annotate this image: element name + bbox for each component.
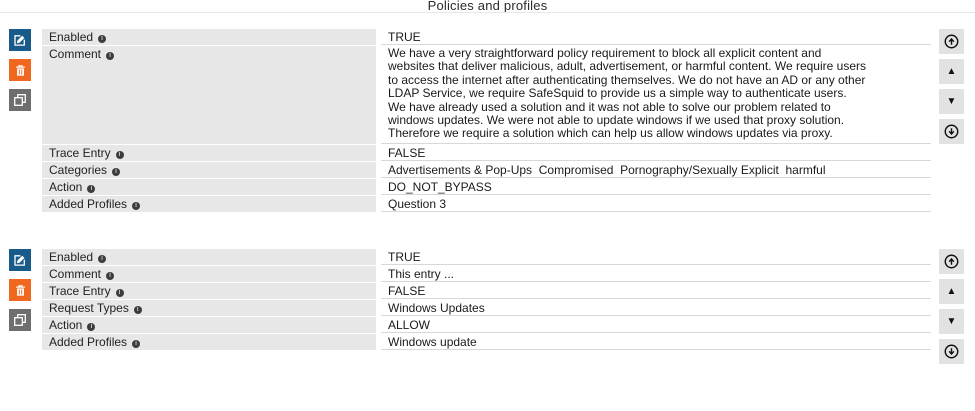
circle-arrow-down-icon bbox=[943, 123, 960, 140]
trash-icon bbox=[14, 64, 27, 77]
info-icon[interactable]: i bbox=[87, 185, 95, 193]
field-label: Added Profiles i bbox=[42, 334, 376, 350]
field-value: FALSE bbox=[381, 283, 931, 299]
edit-button[interactable] bbox=[9, 249, 31, 271]
info-icon[interactable]: i bbox=[132, 202, 140, 210]
field-label: Enabled i bbox=[42, 29, 376, 45]
move-to-top-button[interactable] bbox=[939, 29, 964, 54]
field-label: Comment i bbox=[42, 46, 376, 144]
info-icon[interactable]: i bbox=[116, 151, 124, 159]
field-row-categories bbox=[42, 162, 931, 178]
field-label: Action i bbox=[42, 179, 376, 195]
field-value: FALSE bbox=[381, 145, 931, 161]
field-label: Request Types i bbox=[42, 300, 376, 316]
copy-button[interactable] bbox=[9, 309, 31, 331]
entry-actions bbox=[9, 249, 31, 331]
field-row-trace-entry bbox=[42, 145, 931, 161]
entry-reorder-controls bbox=[939, 249, 964, 364]
field-value: TRUE bbox=[381, 249, 931, 265]
info-icon[interactable]: i bbox=[98, 255, 106, 263]
triangle-down-icon: ▼ bbox=[946, 95, 957, 107]
copy-icon bbox=[13, 93, 27, 107]
move-up-button[interactable] bbox=[939, 59, 964, 84]
move-to-bottom-button[interactable] bbox=[939, 119, 964, 144]
field-row-added-profiles bbox=[42, 334, 931, 350]
copy-button[interactable] bbox=[9, 89, 31, 111]
field-value: TRUE bbox=[381, 29, 931, 45]
field-value: Question 3 bbox=[381, 196, 931, 212]
info-icon[interactable]: i bbox=[132, 340, 140, 348]
info-icon[interactable]: i bbox=[106, 52, 114, 60]
triangle-up-icon: ▲ bbox=[946, 65, 957, 77]
move-up-button[interactable] bbox=[939, 279, 964, 304]
entry-fields bbox=[42, 249, 931, 351]
field-row-action bbox=[42, 179, 931, 195]
page-header bbox=[0, 0, 975, 13]
info-icon[interactable]: i bbox=[106, 272, 114, 280]
field-row-action bbox=[42, 317, 931, 333]
entry-reorder-controls bbox=[939, 29, 964, 144]
move-down-button[interactable] bbox=[939, 309, 964, 334]
field-row-comment bbox=[42, 266, 931, 282]
info-icon[interactable]: i bbox=[87, 323, 95, 331]
move-to-bottom-button[interactable] bbox=[939, 339, 964, 364]
field-value: DO_NOT_BYPASS bbox=[381, 179, 931, 195]
circle-arrow-down-icon bbox=[943, 343, 960, 360]
field-label: Action i bbox=[42, 317, 376, 333]
copy-icon bbox=[13, 313, 27, 327]
move-to-top-button[interactable] bbox=[939, 249, 964, 274]
field-row-enabled bbox=[42, 29, 931, 45]
field-row-comment bbox=[42, 46, 931, 144]
field-value: We have a very straightforward policy requirement to block all explicit content and websites that deliver malicious, adult, advertisement, or harmful content. We require users to access the internet after authenticating themselves. We do not have an AD or any other LDAP Service, we require SafeSquid to provide us a simple way to authenticate users. We have already used a solution and it was not able to solve our problem related to windows updates. We were not able to update windows if we used that proxy solution. Therefore we require a solution which can help us allow windows updates via proxy. bbox=[381, 46, 931, 144]
trash-icon bbox=[14, 284, 27, 297]
field-row-trace-entry bbox=[42, 283, 931, 299]
circle-arrow-up-icon bbox=[943, 33, 960, 50]
pencil-square-icon bbox=[13, 33, 27, 47]
field-row-request-types bbox=[42, 300, 931, 316]
field-value: Advertisements & Pop-Ups Compromised Pornography/Sexually Explicit harmful bbox=[381, 162, 931, 178]
entry-actions bbox=[9, 29, 31, 111]
info-icon[interactable]: i bbox=[134, 306, 142, 314]
info-icon[interactable]: i bbox=[98, 35, 106, 43]
field-value: This entry ... bbox=[381, 266, 931, 282]
triangle-up-icon: ▲ bbox=[946, 285, 957, 297]
field-value: ALLOW bbox=[381, 317, 931, 333]
move-down-button[interactable] bbox=[939, 89, 964, 114]
field-value: Windows Updates bbox=[381, 300, 931, 316]
page-title: Policies and profiles bbox=[427, 0, 548, 13]
field-label: Enabled i bbox=[42, 249, 376, 265]
circle-arrow-up-icon bbox=[943, 253, 960, 270]
field-label: Categories i bbox=[42, 162, 376, 178]
info-icon[interactable]: i bbox=[112, 168, 120, 176]
delete-button[interactable] bbox=[9, 279, 31, 301]
info-icon[interactable]: i bbox=[116, 289, 124, 297]
pencil-square-icon bbox=[13, 253, 27, 267]
edit-button[interactable] bbox=[9, 29, 31, 51]
field-label: Comment i bbox=[42, 266, 376, 282]
field-label: Added Profiles i bbox=[42, 196, 376, 212]
entry-fields bbox=[42, 29, 931, 213]
field-label: Trace Entry i bbox=[42, 283, 376, 299]
triangle-down-icon: ▼ bbox=[946, 315, 957, 327]
field-row-added-profiles bbox=[42, 196, 931, 212]
field-label: Trace Entry i bbox=[42, 145, 376, 161]
field-value: Windows update bbox=[381, 334, 931, 350]
field-row-enabled bbox=[42, 249, 931, 265]
delete-button[interactable] bbox=[9, 59, 31, 81]
